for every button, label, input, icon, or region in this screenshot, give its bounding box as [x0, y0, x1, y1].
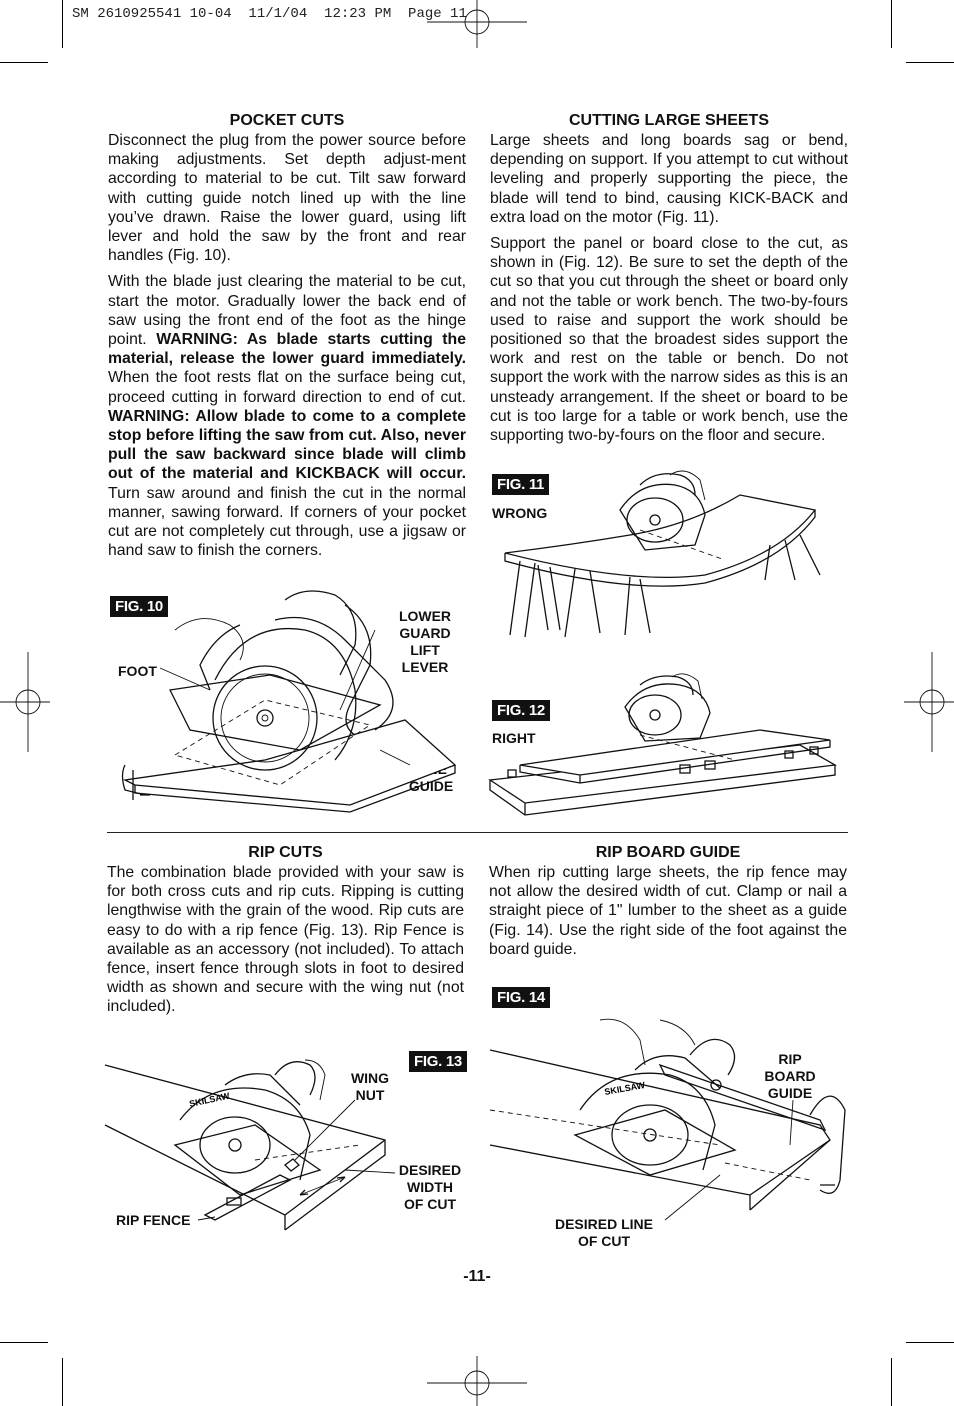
fig12-tag: FIG. 12: [492, 700, 550, 721]
fig14-brand: SKILSAW: [603, 1079, 646, 1097]
crop-mark: [0, 62, 48, 63]
fig12-right-label: RIGHT: [492, 730, 536, 746]
fig13-brand: SKILSAW: [188, 1090, 231, 1109]
fig10-tag: FIG. 10: [110, 596, 168, 617]
registration-mark-top: [427, 0, 527, 50]
pocket-cuts-section: [108, 111, 466, 567]
page-number: -11-: [463, 1268, 491, 1285]
rip-board-section: [489, 843, 847, 966]
pocket-cuts-title: POCKET CUTS: [229, 112, 345, 129]
print-header: SM 2610925541 10-04 11/1/04 12:23 PM Page 11: [72, 6, 467, 22]
fig11-wrong-label: WRONG: [492, 505, 548, 521]
large-sheets-section: [490, 111, 848, 452]
rip-cuts-section: [107, 843, 464, 1024]
crop-mark: [891, 1358, 892, 1406]
fig13-wing-nut-label: WING NUT: [350, 1070, 390, 1103]
fig13-desired-width-label: DESIRED WIDTH OF CUT: [398, 1162, 462, 1212]
registration-mark-bottom: [427, 1356, 527, 1406]
pocket-cuts-paragraph-1: Disconnect the plug from the power source before making adjustments. Set depth adjust-ment according to material to be cut. Tilt saw forward with cutting guide notch lined up with the line you’ve drawn. Raise the lower guard, using lift lever and hold the saw by the front and rear handles (Fig. 10).: [108, 132, 466, 265]
fig10-illustration: [115, 590, 465, 815]
crop-mark: [62, 0, 63, 48]
registration-mark-right: [904, 652, 954, 752]
crop-mark: [906, 62, 954, 63]
fig14-tag: FIG. 14: [492, 987, 550, 1008]
fig14-rip-board-guide-label: RIP BOARD GUIDE: [764, 1051, 816, 1101]
rip-cuts-title: RIP CUTS: [248, 844, 323, 861]
large-sheets-title: CUTTING LARGE SHEETS: [568, 112, 769, 129]
fig11-tag: FIG. 11: [492, 474, 549, 495]
fig10-lower-guard-label: LOWER GUARD LIFT LEVER: [398, 608, 452, 675]
crop-mark: [906, 1342, 954, 1343]
warning-blade-stop: WARNING: Allow blade to come to a complete stop before lifting the saw from cut. Also, never pull the saw backward since blade will climb out of the material and KICKBACK will occur.: [108, 407, 466, 483]
rip-board-title: RIP BOARD GUIDE: [595, 844, 741, 861]
large-sheets-paragraph-2: Support the panel or board close to the cut, as shown in (Fig. 12). Be sure to set the depth of the cut so that you cut through the sheet or board only and not the table or work bench. The two-by-fours used to raise and support the work should be positioned so that the broadest sides support the work and rest on the table or bench. Do not support the work with the narrow sides as this is an unsteady arrangement. If the sheet or board to be cut is too large for a table or work bench, use the supporting two-by-fours on the floor and secure.: [490, 235, 848, 445]
fig14-desired-line-label: DESIRED LINE OF CUT: [554, 1216, 653, 1249]
fig13-tag: FIG. 13: [409, 1051, 467, 1072]
fig12-illustration: [490, 675, 840, 820]
fig13-rip-fence-label: RIP FENCE: [116, 1212, 191, 1228]
pocket-cuts-paragraph-2: With the blade just clearing the material to be cut, start the motor. Gradually lower the back end of saw using the front end of the foot as the hinge point. WARNING: As blade starts cutting the material, release the lower guard immediately. When the foot rests flat on the surface being cut, proceed cutting in forward direction to end of cut. WARNING: Allow blade to come to a complete stop before lifting the saw from cut. Also, never pull the saw backward since blade will climb out of the material and KICKBACK will occur. Turn saw around and finish the cut in the normal manner, sawing forward. If corners of your pocket cut are not completely cut through, use a jigsaw or hand saw to finish the corners.: [108, 273, 466, 560]
rip-cuts-paragraph: The combination blade provided with your saw is for both cross cuts and rip cuts. Ripping is cutting lengthwise with the grain of the wood. Rip cuts are easy to do with a rip fence (Fig. 13). Rip Fence is available as an accessory (not included). To attach fence, insert fence through slots in foot to desired width as shown and secure with the wing nut (not included).: [107, 864, 464, 1016]
section-divider: [107, 832, 848, 833]
large-sheets-paragraph-1: Large sheets and long boards sag or bend, depending on support. If you attempt to cut without leveling and properly supporting the piece, the blade will tend to bind, causing KICK-BACK and extra load on the motor (Fig. 11).: [490, 132, 848, 226]
fig13-illustration: [105, 1045, 395, 1230]
registration-mark-left: [0, 652, 50, 752]
crop-mark: [891, 0, 892, 48]
fig11-illustration: [490, 465, 835, 640]
fig10-foot-label: FOOT: [118, 663, 157, 679]
crop-mark: [0, 1342, 48, 1343]
fig10-line-guide-label: GUIDE: [408, 778, 454, 794]
fig14-illustration: [490, 1015, 850, 1225]
crop-mark: [62, 1358, 63, 1406]
warning-release-guard: WARNING: As blade starts cutting the material, release the lower guard immediately.: [108, 331, 466, 368]
rip-board-paragraph: When rip cutting large sheets, the rip fence may not allow the desired width of cut. Clamp or nail a straight piece of 1" lumber to the sheet as a guide (Fig. 14). Use the right side of the foot against the board guide.: [489, 864, 847, 958]
